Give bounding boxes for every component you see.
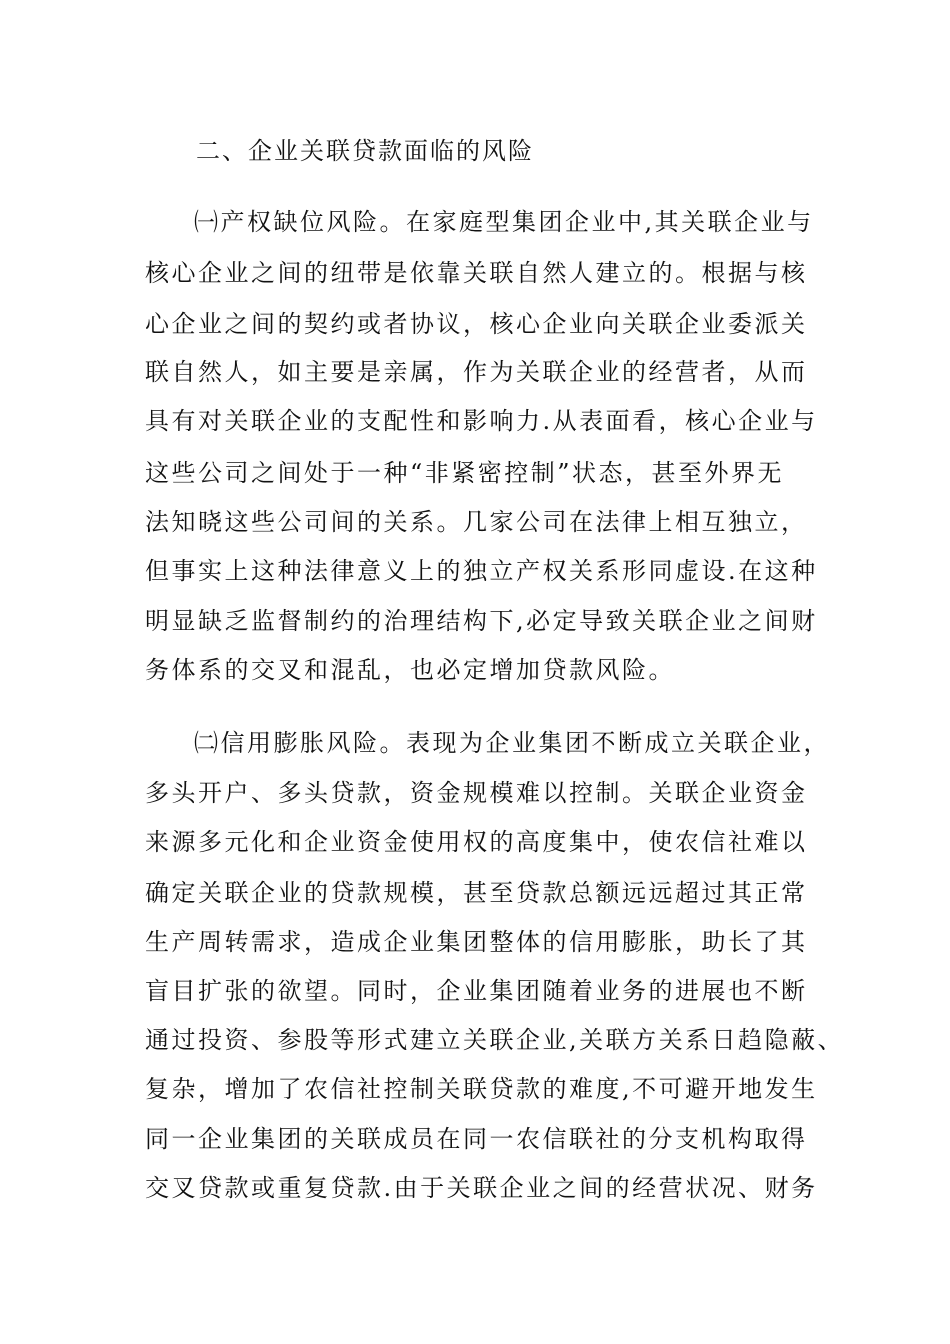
- paragraph-2-line-2: 多头开户、多头贷款，资金规模难以控制。关联企业资金: [145, 779, 808, 807]
- paragraph-2-line-3: 来源多元化和企业资金使用权的高度集中，使农信社难以: [145, 828, 808, 856]
- paragraph-1-line-6: 这些公司之间处于一种“非紧密控制”状态，甚至外界无: [145, 459, 785, 487]
- paragraph-1-line-8: 但事实上这种法律意义上的独立产权关系形同虚设.在这种: [145, 557, 818, 585]
- paragraph-1-line-7: 法知晓这些公司间的关系。几家公司在法律上相互独立，: [145, 508, 808, 536]
- paragraph-1-line-5: 具有对关联企业的支配性和影响力.从表面看，核心企业与: [145, 407, 818, 435]
- paragraph-2-line-8: 复杂，增加了农信社控制关联贷款的难度,不可避开地发生: [145, 1075, 818, 1103]
- paragraph-2-line-10: 交叉贷款或重复贷款.由于关联企业之间的经营状况、财务: [145, 1174, 818, 1202]
- paragraph-2-line-1: ㈡信用膨胀风险。表现为企业集团不断成立关联企业，: [194, 729, 830, 757]
- paragraph-2-line-6: 盲目扩张的欲望。同时，企业集团随着业务的进展也不断: [145, 977, 808, 1005]
- paragraph-1-line-3: 心企业之间的契约或者协议，核心企业向关联企业委派关: [145, 310, 808, 338]
- section-heading: 二、企业关联贷款面临的风险: [196, 137, 534, 165]
- paragraph-1-line-4: 联自然人，如主要是亲属，作为关联企业的经营者，从而: [145, 358, 808, 386]
- paragraph-2-line-4: 确定关联企业的贷款规模，甚至贷款总额远远超过其正常: [145, 879, 808, 907]
- paragraph-1-line-9: 明显缺乏监督制约的治理结构下,必定导致关联企业之间财: [145, 607, 818, 635]
- paragraph-2-line-7: 通过投资、参股等形式建立关联企业,关联方关系日趋隐蔽、: [145, 1026, 845, 1054]
- paragraph-2-line-9: 同一企业集团的关联成员在同一农信联社的分支机构取得: [145, 1125, 808, 1153]
- paragraph-1-line-2: 核心企业之间的纽带是依靠关联自然人建立的。根据与核: [145, 259, 808, 287]
- paragraph-1-line-1: ㈠产权缺位风险。在家庭型集团企业中,其关联企业与: [194, 208, 814, 236]
- paragraph-2-line-5: 生产周转需求，造成企业集团整体的信用膨胀，助长了其: [145, 928, 808, 956]
- paragraph-1-line-10: 务体系的交叉和混乱，也必定增加贷款风险。: [145, 656, 675, 684]
